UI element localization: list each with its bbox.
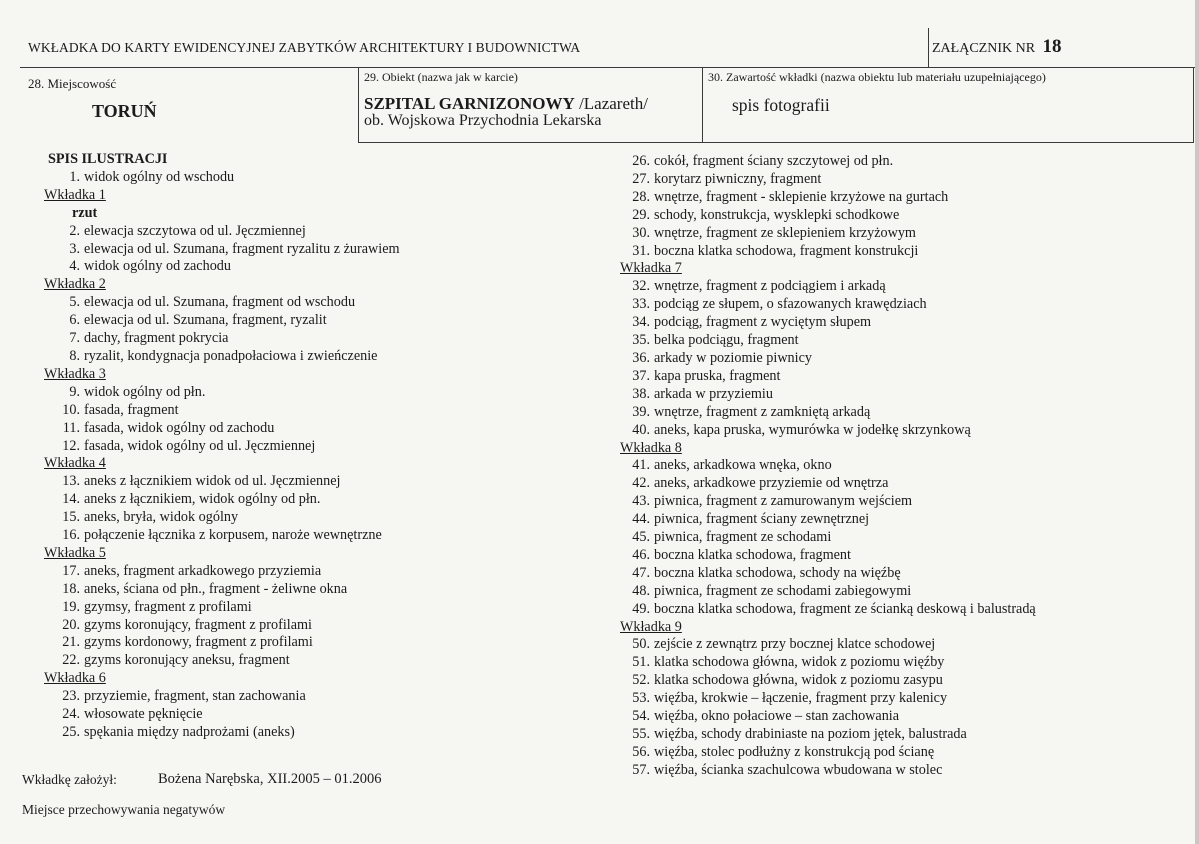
- item-text: zejście z zewnątrz przy bocznej klatce schodowej: [654, 636, 936, 653]
- item-text: podciąg ze słupem, o sfazowanych krawędziach: [654, 296, 927, 313]
- item-text: widok ogólny od wschodu: [84, 168, 235, 185]
- illustrations-list-right: [620, 153, 1180, 780]
- item-number: 54.: [632, 708, 650, 725]
- plan-label: rzut: [72, 204, 98, 221]
- annex-number-value: 18: [1042, 36, 1062, 57]
- list-item: [620, 153, 1180, 171]
- item-number: 44.: [632, 511, 650, 528]
- object-name-bold: SZPITAL GARNIZONOWY: [364, 94, 575, 113]
- list-item: [620, 511, 1180, 529]
- item-text: gzymsy, fragment z profilami: [84, 598, 252, 615]
- item-text: fasada, fragment: [84, 401, 179, 418]
- object-name-rest: /Lazareth/: [574, 94, 648, 113]
- item-number: 55.: [632, 726, 650, 742]
- item-number: 14.: [62, 491, 80, 508]
- item-number: 30.: [632, 224, 650, 241]
- item-number: 29.: [632, 206, 650, 223]
- list-item: [620, 493, 1180, 511]
- item-text: boczna klatka schodowa, fragment: [654, 546, 851, 563]
- list-item: [620, 457, 1180, 475]
- item-text: gzyms koronujący aneksu, fragment: [84, 652, 290, 669]
- item-text: aneks, arkadkowa wnęka, okno: [654, 457, 832, 474]
- header-rule-bottom: [358, 142, 1194, 143]
- list-item: [620, 171, 1180, 189]
- item-text: przyziemie, fragment, stan zachowania: [84, 688, 306, 705]
- list-item: [58, 509, 584, 527]
- insert-heading: Wkładka 3: [44, 365, 106, 382]
- list-item: [620, 314, 1180, 332]
- object-label: 29. Obiekt (nazwa jak w karcie): [364, 70, 518, 84]
- list-item: [58, 652, 584, 670]
- list-item: [620, 404, 1180, 422]
- list-item: [620, 636, 1180, 654]
- list-item: [58, 706, 584, 724]
- item-text: więźba, schody drabiniaste na poziom jętek, balustrada: [654, 726, 967, 742]
- item-text: piwnica, fragment ze schodami zabiegowymi: [654, 582, 912, 599]
- list-item: [58, 688, 584, 706]
- item-number: 13.: [62, 473, 80, 490]
- list-item: [620, 726, 1180, 744]
- item-text: elewacja od ul. Szumana, fragment, ryzalit: [84, 312, 327, 329]
- item-text: boczna klatka schodowa, fragment ze ścianką deskową i balustradą: [654, 600, 1036, 617]
- list-item: [58, 330, 584, 348]
- list-item: [620, 296, 1180, 314]
- item-number: 2.: [69, 222, 80, 239]
- list-item: [620, 690, 1180, 708]
- item-text: widok ogólny od płn.: [84, 383, 206, 400]
- list-item: [620, 332, 1180, 350]
- item-text: więźba, krokwie – łączenie, fragment przy kalenicy: [654, 690, 948, 707]
- negatives-label: Miejsce przechowywania negatywów: [22, 802, 226, 817]
- item-number: 40.: [632, 421, 650, 438]
- locality-label: 28. Miejscowość: [28, 76, 117, 91]
- item-text: fasada, widok ogólny od ul. Jęczmiennej: [84, 437, 316, 454]
- list-item: [620, 762, 1180, 780]
- list-item: [620, 601, 1180, 619]
- item-text: arkada w przyziemiu: [654, 385, 773, 402]
- list-item: [620, 529, 1180, 547]
- item-number: 12.: [62, 437, 80, 454]
- item-text: aneks, bryła, widok ogólny: [84, 509, 239, 526]
- item-number: 38.: [632, 385, 650, 402]
- item-number: 57.: [632, 761, 650, 778]
- insert-heading: Wkładka 2: [44, 276, 106, 293]
- list-item: [620, 672, 1180, 690]
- list-item: [58, 348, 584, 366]
- list-item: [58, 258, 584, 276]
- item-number: 48.: [632, 582, 650, 599]
- list-item: [58, 169, 584, 187]
- item-number: 19.: [62, 598, 80, 615]
- item-number: 32.: [632, 278, 650, 295]
- item-number: 25.: [62, 724, 80, 740]
- item-number: 50.: [632, 636, 650, 653]
- item-number: 47.: [632, 564, 650, 581]
- insert-heading: Wkładka 1: [44, 186, 106, 203]
- item-text: ryzalit, kondygnacja ponadpołaciowa i zwieńczenie: [84, 347, 378, 364]
- page-edge: [1195, 0, 1199, 844]
- item-text: elewacja szczytowa od ul. Jęczmiennej: [84, 222, 306, 239]
- list-item: [620, 708, 1180, 726]
- item-number: 10.: [62, 401, 80, 418]
- item-number: 36.: [632, 349, 650, 366]
- list-item: [620, 207, 1180, 225]
- list-title: SPIS ILUSTRACJI: [48, 151, 168, 167]
- item-number: 31.: [632, 242, 650, 259]
- item-number: 35.: [632, 332, 650, 349]
- list-item: [620, 744, 1180, 762]
- list-item: [620, 583, 1180, 601]
- item-number: 37.: [632, 367, 650, 384]
- field-divider-2: [702, 67, 703, 143]
- list-item: [620, 278, 1180, 296]
- list-item: [58, 223, 584, 241]
- item-number: 46.: [632, 546, 650, 563]
- item-text: elewacja od ul. Szumana, fragment ryzalitu z żurawiem: [84, 240, 400, 257]
- list-item: [620, 422, 1180, 440]
- item-number: 22.: [62, 652, 80, 669]
- item-number: 11.: [62, 419, 80, 436]
- item-number: 3.: [69, 240, 80, 257]
- list-item: [58, 384, 584, 402]
- item-text: aneks, fragment arkadkowego przyziemia: [84, 562, 322, 579]
- list-item: [620, 225, 1180, 243]
- item-number: 16.: [62, 527, 80, 544]
- list-item: [58, 724, 584, 742]
- item-text: piwnica, fragment ściany zewnętrznej: [654, 511, 870, 528]
- item-number: 1.: [69, 168, 80, 185]
- item-text: więźba, ścianka szachulcowa wbudowana w stolec: [654, 761, 943, 778]
- list-item: [620, 565, 1180, 583]
- object-name-line2: ob. Wojskowa Przychodnia Lekarska: [364, 112, 602, 129]
- insert-heading: Wkładka 7: [620, 260, 682, 277]
- illustrations-list-left: [44, 151, 584, 742]
- list-item: [58, 241, 584, 259]
- list-item: [58, 312, 584, 330]
- document-title: WKŁADKA DO KARTY EWIDENCYJNEJ ZABYTKÓW ARCHITEKTURY I BUDOWNICTWA: [28, 40, 581, 55]
- item-number: 15.: [62, 509, 80, 526]
- list-item: [620, 386, 1180, 404]
- list-item: [58, 491, 584, 509]
- item-text: aneks, arkadkowe przyziemie od wnętrza: [654, 475, 889, 492]
- item-text: piwnica, fragment z zamurowanym wejściem: [654, 493, 913, 510]
- item-text: boczna klatka schodowa, schody na więźbę: [654, 564, 901, 581]
- item-text: boczna klatka schodowa, fragment konstrukcji: [654, 242, 919, 259]
- item-number: 27.: [632, 170, 650, 187]
- content-label: 30. Zawartość wkładki (nazwa obiektu lub materiału uzupełniającego): [708, 70, 1046, 84]
- item-text: schody, konstrukcja, wysklepki schodkowe: [654, 206, 900, 223]
- annex-label: ZAŁĄCZNIK NR: [932, 41, 1036, 56]
- item-number: 18.: [62, 580, 80, 597]
- item-number: 52.: [632, 672, 650, 689]
- item-text: kapa pruska, fragment: [654, 367, 781, 384]
- annex-divider: [928, 28, 929, 68]
- item-text: gzyms kordonowy, fragment z profilami: [84, 634, 313, 651]
- list-item: [620, 368, 1180, 386]
- item-text: wnętrze, fragment z podciągiem i arkadą: [654, 278, 886, 295]
- item-number: 42.: [632, 475, 650, 492]
- item-text: połączenie łącznika z korpusem, naroże wewnętrzne: [84, 527, 382, 544]
- item-number: 5.: [69, 294, 80, 311]
- list-item: [58, 527, 584, 545]
- item-text: cokół, fragment ściany szczytowej od płn.: [654, 153, 894, 169]
- item-text: aneks, kapa pruska, wymurówka w jodełkę skrzynkową: [654, 421, 971, 438]
- item-number: 26.: [632, 153, 650, 169]
- list-item: [58, 581, 584, 599]
- item-number: 51.: [632, 654, 650, 671]
- item-text: arkady w poziomie piwnicy: [654, 349, 812, 366]
- insert-heading: Wkładka 6: [44, 670, 106, 687]
- list-item: [58, 563, 584, 581]
- item-number: 39.: [632, 403, 650, 420]
- header-rule-top: [20, 67, 1199, 68]
- item-number: 41.: [632, 457, 650, 474]
- item-text: klatka schodowa główna, widok z poziomu więźby: [654, 654, 945, 671]
- item-text: widok ogólny od zachodu: [84, 258, 231, 275]
- list-item: [58, 438, 584, 456]
- list-item: [58, 294, 584, 312]
- list-item: [58, 473, 584, 491]
- item-number: 21.: [62, 634, 80, 651]
- item-number: 34.: [632, 314, 650, 331]
- list-item: [620, 243, 1180, 261]
- item-text: włosowate pęknięcie: [84, 706, 203, 723]
- item-text: więźba, stolec podłużny z konstrukcją pod ścianę: [654, 743, 935, 760]
- item-number: 53.: [632, 690, 650, 707]
- list-item: [620, 189, 1180, 207]
- list-item: [58, 420, 584, 438]
- item-text: fasada, widok ogólny od zachodu: [84, 419, 275, 436]
- list-item: [620, 350, 1180, 368]
- item-text: podciąg, fragment z wyciętym słupem: [654, 314, 872, 331]
- item-text: klatka schodowa główna, widok z poziomu zasypu: [654, 672, 943, 689]
- item-text: wnętrze, fragment ze sklepieniem krzyżowym: [654, 224, 916, 241]
- author-label: Wkładkę założył:: [22, 772, 117, 787]
- item-text: aneks z łącznikiem, widok ogólny od płn.: [84, 491, 321, 508]
- locality-value: TORUŃ: [92, 101, 157, 121]
- item-text: elewacja od ul. Szumana, fragment od wschodu: [84, 294, 356, 311]
- list-item: [58, 599, 584, 617]
- item-number: 17.: [62, 562, 80, 579]
- insert-heading: Wkładka 5: [44, 544, 106, 561]
- item-text: aneks, ściana od płn., fragment - żeliwne okna: [84, 580, 348, 597]
- insert-heading: Wkładka 8: [620, 439, 682, 456]
- field-divider-1: [358, 67, 359, 143]
- list-item: [58, 617, 584, 635]
- list-item: [58, 402, 584, 420]
- item-text: spękania między nadprożami (aneks): [84, 724, 295, 740]
- item-text: wnętrze, fragment - sklepienie krzyżowe na gurtach: [654, 188, 949, 205]
- field-divider-3: [1193, 67, 1194, 143]
- item-number: 6.: [69, 312, 80, 329]
- item-text: aneks z łącznikiem widok od ul. Jęczmiennej: [84, 473, 341, 490]
- insert-heading: Wkładka 9: [620, 618, 682, 635]
- object-name: [364, 94, 648, 114]
- item-text: korytarz piwniczny, fragment: [654, 170, 822, 187]
- list-item: [620, 547, 1180, 565]
- item-text: gzyms koronujący, fragment z profilami: [84, 616, 312, 633]
- annex-number: [932, 36, 1062, 58]
- item-text: dachy, fragment pokrycia: [84, 330, 229, 347]
- item-text: belka podciągu, fragment: [654, 332, 799, 349]
- item-number: 7.: [69, 330, 80, 347]
- item-number: 56.: [632, 743, 650, 760]
- item-number: 45.: [632, 529, 650, 546]
- list-item: [58, 634, 584, 652]
- list-item: [620, 475, 1180, 493]
- item-number: 8.: [69, 347, 80, 364]
- item-number: 9.: [69, 383, 80, 400]
- item-number: 24.: [62, 706, 80, 723]
- item-number: 28.: [632, 188, 650, 205]
- item-number: 20.: [62, 616, 80, 633]
- insert-heading: Wkładka 4: [44, 455, 106, 472]
- item-number: 23.: [62, 688, 80, 705]
- item-text: wnętrze, fragment z zamkniętą arkadą: [654, 403, 871, 420]
- author-value: Bożena Narębska, XII.2005 – 01.2006: [158, 771, 382, 787]
- item-number: 49.: [632, 600, 650, 617]
- item-text: więźba, okno połaciowe – stan zachowania: [654, 708, 900, 725]
- item-text: piwnica, fragment ze schodami: [654, 529, 832, 546]
- content-value: spis fotografii: [732, 95, 830, 115]
- item-number: 43.: [632, 493, 650, 510]
- list-item: [620, 654, 1180, 672]
- item-number: 33.: [632, 296, 650, 313]
- item-number: 4.: [69, 258, 80, 275]
